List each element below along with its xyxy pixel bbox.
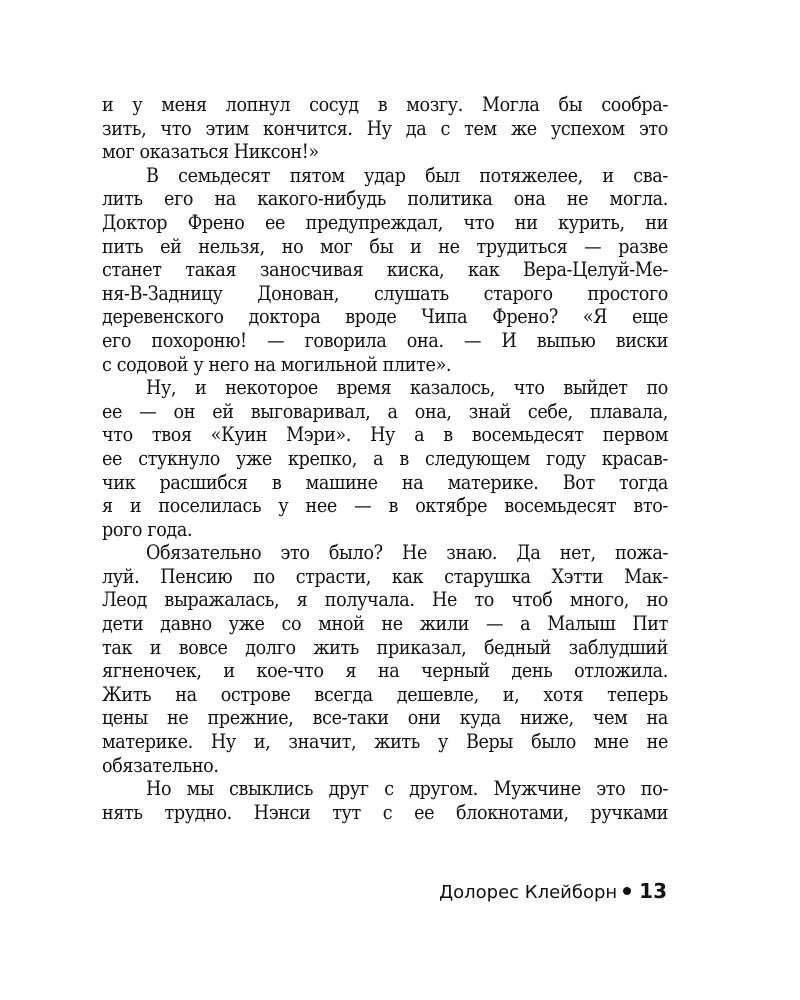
text-line: пить ей нельзя, но мог бы и не трудиться — разве [102, 234, 668, 258]
text-line: В семьдесят пятом удар был потяжелее, и сва- [146, 163, 668, 187]
text-line: материке. Ну и, значит, жить у Веры было мне не [102, 730, 668, 754]
text-line: его похороню! — говорила она. — И выпью виски [102, 328, 668, 352]
text-line: я и поселилась у нее — в октябре восемьдесят вто- [102, 494, 668, 518]
text-line: цены не прежние, все-таки они куда ниже, чем на [102, 706, 668, 730]
page-number: 13 [639, 879, 667, 903]
text-line: и у меня лопнул сосуд в мозгу. Могла бы сообра- [102, 93, 668, 116]
text-line: что твоя «Куин Мэри». Ну а в восемьдесят первом [102, 423, 668, 447]
bullet-icon [623, 887, 631, 895]
text-line: дети давно уже со мной не жили — а Малыш Пит [102, 612, 668, 636]
text-line: Обязательно это было? Не знаю. Да нет, пожа- [146, 541, 668, 565]
text-line: Доктор Френо ее предупреждал, что ни курить, ни [102, 210, 668, 234]
text-line: Леод выражалась, я получала. Не то чтоб много, но [102, 588, 668, 612]
body-text [102, 93, 668, 824]
text-line: нять трудно. Нэнси тут с ее блокнотами, ручками [102, 800, 668, 824]
text-line: обязательно. [102, 753, 219, 777]
text-line: деревенского доктора вроде Чипа Френо? «Я еще [102, 305, 668, 329]
text-line: зить, что этим кончится. Ну да с тем же успехом это [102, 116, 668, 140]
text-line: станет такая заносчивая киска, как Вера-Целуй-Ме- [102, 258, 668, 282]
text-line: ягненочек, и кое-что я на черный день отложила. [102, 659, 668, 683]
text-line: Жить на острове всегда дешевле, и, хотя теперь [102, 682, 668, 706]
page-footer [439, 879, 667, 903]
text-line: мог оказаться Никсон!» [102, 140, 319, 164]
text-line: лить его на какого-нибудь политика она не могла. [102, 187, 668, 211]
text-line: ня-В-Задницу Донован, слушать старого простого [102, 281, 668, 305]
text-line: Ну, и некоторое время казалось, что выйдет по [146, 376, 668, 400]
text-line: Но мы свыклись друг с другом. Мужчине это по- [146, 777, 668, 801]
text-line: так и вовсе долго жить приказал, бедный заблудший [102, 635, 668, 659]
text-line: рого года. [102, 517, 193, 541]
text-line: луй. Пенсию по страсти, как старушка Хэтти Мак- [102, 564, 668, 588]
text-line: чик расшибся в машине на материке. Вот тогда [102, 470, 668, 494]
text-line: с содовой у него на могильной плите». [102, 352, 452, 376]
text-line: ее — он ей выговаривал, а она, знай себе, плавала, [102, 399, 668, 423]
text-line: ее стукнуло уже крепко, а в следующем году красав- [102, 446, 668, 470]
running-title: Долорес Клейборн [439, 882, 618, 903]
